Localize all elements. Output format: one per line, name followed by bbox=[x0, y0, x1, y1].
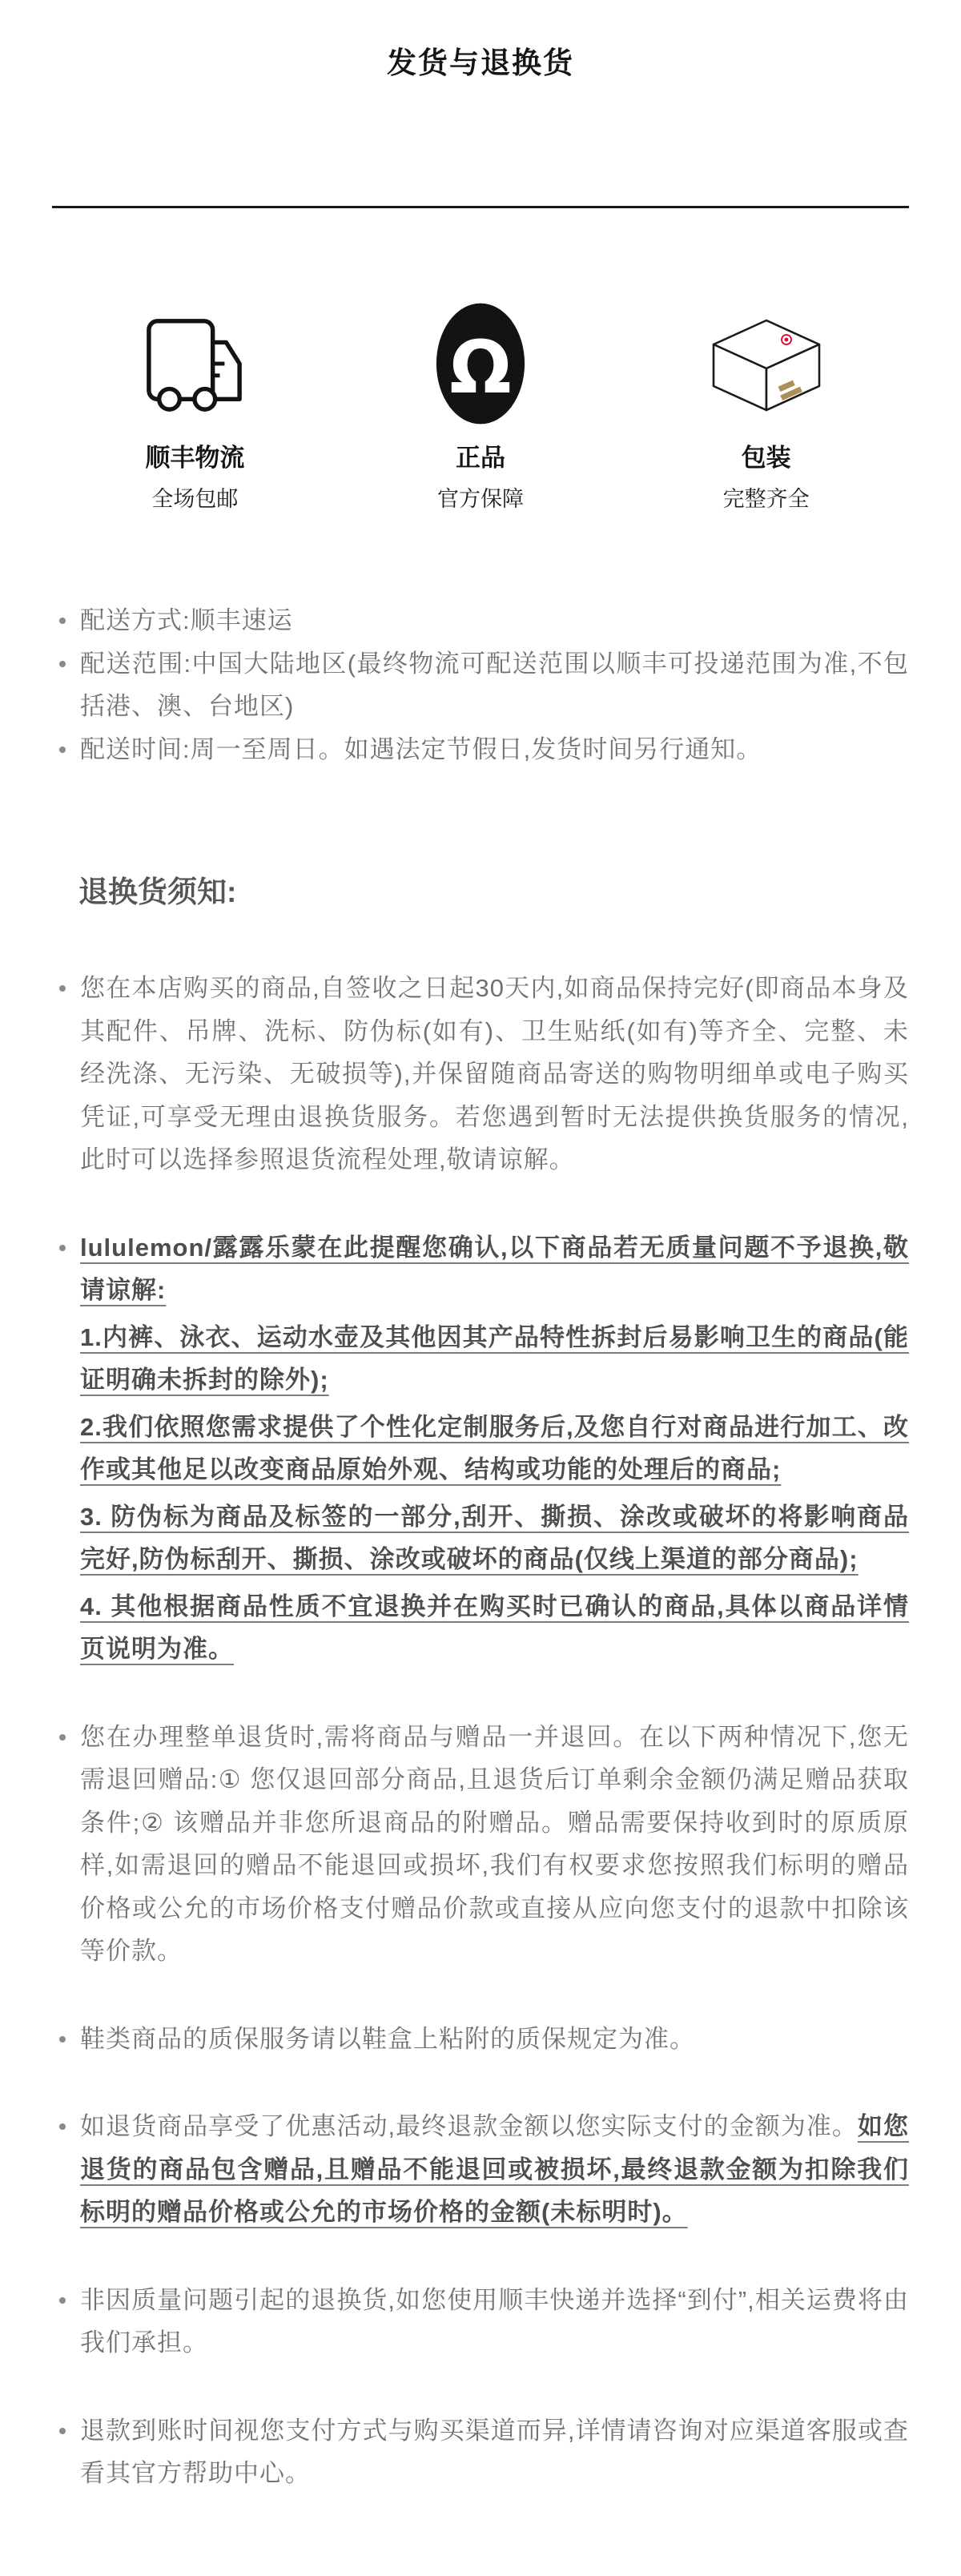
text-segment: 您在本店购买的商品,自签收之日起30天内,如商品保持完好(即商品本身及其配件、吊牌、洗标、防伪标(如有)、卫生贴纸(如有)等齐全、完整、未经洗涤、无污染、无破损等),并保留随商品寄送的购物明细单或电子购买凭证,可享受无理由退换货服务。若您遇到暂时无法提供换货服务的情况,此时可以选择参照退货流程处理,敬请谅解。 bbox=[80, 974, 909, 1173]
feature-title: 正品 bbox=[456, 444, 505, 472]
feature-logistics bbox=[52, 292, 338, 513]
features-row bbox=[52, 292, 909, 513]
underlined-text: 2.我们依照您需求提供了个性化定制服务后,及您自行对商品进行加工、改作或其他足以改变商品原始外观、结构或功能的处理后的商品; bbox=[80, 1412, 909, 1483]
text-segment: 鞋类商品的质保服务请以鞋盒上粘附的质保规定为准。 bbox=[80, 2024, 695, 2053]
shipping-info-list bbox=[52, 599, 909, 771]
bullet-item bbox=[80, 967, 909, 1181]
text-segment: 非因质量问题引起的退换货,如您使用顺丰快递并选择“到付”,相关运费将由我们承担。 bbox=[80, 2285, 909, 2357]
feature-title: 包装 bbox=[741, 444, 791, 472]
text-segment: 配送方式:顺丰速运 bbox=[80, 606, 293, 634]
bullet-item bbox=[80, 2105, 909, 2234]
underlined-text: 3. 防伪标为商品及标签的一部分,刮开、撕损、涂改或破坏的将影响商品完好,防伪标刮开、撕损、涂改或破坏的商品(仅线上渠道的部分商品); bbox=[80, 1502, 909, 1573]
svg-text:Ω: Ω bbox=[449, 325, 512, 410]
divider bbox=[52, 206, 909, 208]
package-box-icon bbox=[706, 316, 826, 413]
feature-subtitle: 完整齐全 bbox=[722, 487, 810, 511]
truck-icon bbox=[143, 315, 246, 415]
underlined-text: lululemon/露露乐蒙在此提醒您确认,以下商品若无质量问题不予退换,敬请谅解: bbox=[80, 1233, 909, 1304]
underlined-text: 如您退货的商品包含赠品,且赠品不能退回或被损坏,最终退款金额为扣除我们标明的赠品价格或公允的市场价格的金额(未标明时)。 bbox=[80, 2112, 909, 2226]
text-segment: 您在办理整单退货时,需将商品与赠品一并退回。在以下两种情况下,您无需退回赠品:① 您仅退回部分商品,且退货后订单剩余金额仍满足赠品获取条件;② 该赠品并非您所退商品的附赠品。赠品需要保持收到时的原质原样,如需退回的赠品不能退回或损坏,我们有权要求您按照我们标明的赠品价格或公允的市场价格支付赠品价款或直接从应向您支付的退款中扣除该等价款。 bbox=[80, 1722, 909, 1965]
bullet-item bbox=[80, 728, 909, 771]
text-segment: 退款到账时间视您支付方式与购买渠道而异,详情请咨询对应渠道客服或查看其官方帮助中心。 bbox=[80, 2416, 909, 2487]
truck-icon-wrap bbox=[52, 292, 338, 437]
returns-list bbox=[52, 967, 909, 2495]
feature-subtitle: 官方保障 bbox=[437, 487, 524, 511]
text-segment: 如退货商品享受了优惠活动,最终退款金额以您实际支付的金额为准。 bbox=[80, 2112, 858, 2140]
page-title: 发货与退换货 bbox=[387, 46, 574, 79]
text-segment: 配送范围:中国大陆地区(最终物流可配送范围以顺丰可投递范围为准,不包括港、澳、台地区) bbox=[80, 649, 909, 720]
feature-subtitle: 全场包邮 bbox=[151, 487, 239, 511]
feature-authentic bbox=[338, 292, 624, 513]
bullet-item bbox=[80, 1716, 909, 1973]
lululemon-logo-icon bbox=[434, 301, 527, 428]
bullet-item bbox=[80, 642, 909, 728]
bullet-item bbox=[80, 1226, 909, 1671]
bullet-item bbox=[80, 599, 909, 642]
underlined-text: 1.内裤、泳衣、运动水壶及其他因其产品特性拆封后易影响卫生的商品(能证明确未拆封的除外); bbox=[80, 1322, 909, 1394]
returns-heading: 退换货须知: bbox=[78, 875, 237, 908]
feature-packaging bbox=[623, 292, 909, 513]
underlined-text: 4. 其他根据商品性质不宜退换并在购买时已确认的商品,具体以商品详情页说明为准。 bbox=[80, 1592, 909, 1663]
bullet-item bbox=[80, 2279, 909, 2365]
package-box-wrap bbox=[623, 292, 909, 437]
bullet-item bbox=[80, 2018, 909, 2061]
text-segment: 配送时间:周一至周日。如遇法定节假日,发货时间另行通知。 bbox=[80, 735, 762, 763]
feature-title: 顺丰物流 bbox=[145, 444, 245, 472]
lululemon-logo-wrap bbox=[338, 292, 624, 437]
bullet-item bbox=[80, 2409, 909, 2495]
